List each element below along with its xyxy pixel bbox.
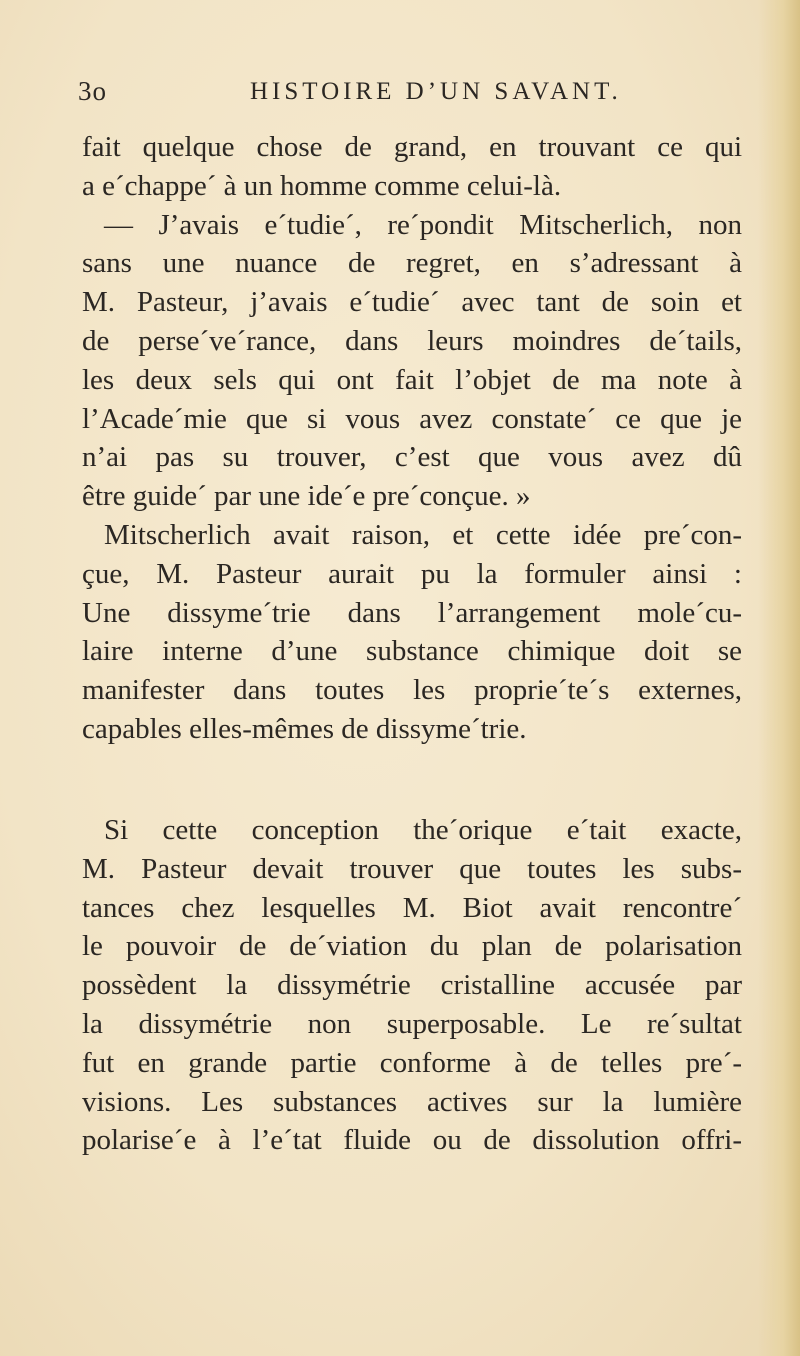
text-line: tances chez lesquelles M. Biot avait rencontre´	[82, 891, 742, 924]
text-line: l’Acade´mie que si vous avez constate´ ce que je	[82, 402, 742, 435]
text-line: fut en grande partie conforme à de telles pre´-	[82, 1046, 742, 1079]
paragraph-2	[82, 811, 742, 1160]
text-line: Mitscherlich avait raison, et cette idée pre´con-	[104, 518, 742, 551]
paragraph-1	[82, 128, 742, 749]
text-line: le pouvoir de de´viation du plan de polarisation	[82, 930, 742, 963]
text-line: manifester dans toutes les proprie´te´s externes,	[82, 674, 742, 707]
text-line: laire interne d’une substance chimique doit se	[82, 635, 742, 668]
text-line: M. Pasteur devait trouver que toutes les subs-	[82, 852, 742, 885]
text-line: capables elles-mêmes de dissyme´trie.	[82, 712, 527, 745]
running-head	[78, 76, 718, 112]
text-line: n’ai pas su trouver, c’est que vous avez dû	[82, 441, 742, 474]
text-line: fait quelque chose de grand, en trouvant ce qui	[82, 131, 742, 163]
text-line: les deux sels qui ont fait l’objet de ma note à	[82, 363, 742, 396]
text-line: la dissymétrie non superposable. Le re´sultat	[82, 1007, 742, 1040]
text-line: M. Pasteur, j’avais e´tudie´ avec tant de soin et	[82, 286, 742, 319]
text-line: — J’avais e´tudie´, re´pondit Mitscherlich, non	[104, 208, 742, 241]
text-line: a e´chappe´ à un homme comme celui-là.	[82, 169, 562, 202]
text-line: Une dissyme´trie dans l’arrangement mole´cu-	[82, 596, 742, 629]
text-line: visions. Les substances actives sur la lumière	[82, 1085, 742, 1118]
text-line: çue, M. Pasteur aurait pu la formuler ainsi :	[82, 557, 742, 590]
text-line: de perse´ve´rance, dans leurs moindres de´tails,	[82, 324, 742, 357]
text-line: sans une nuance de regret, en s’adressant à	[82, 247, 742, 280]
page-edge-shadow	[758, 0, 800, 1356]
text-line: possèdent la dissymétrie cristalline accusée par	[82, 969, 742, 1002]
text-line: être guide´ par une ide´e pre´conçue. »	[82, 480, 531, 513]
text-line: Si cette conception the´orique e´tait exacte,	[104, 814, 742, 846]
page-number: 3o	[78, 76, 107, 106]
running-title: HISTOIRE D’UN SAVANT.	[250, 78, 622, 105]
text-line: polarise´e à l’e´tat fluide ou de dissolution offri-	[82, 1124, 742, 1157]
